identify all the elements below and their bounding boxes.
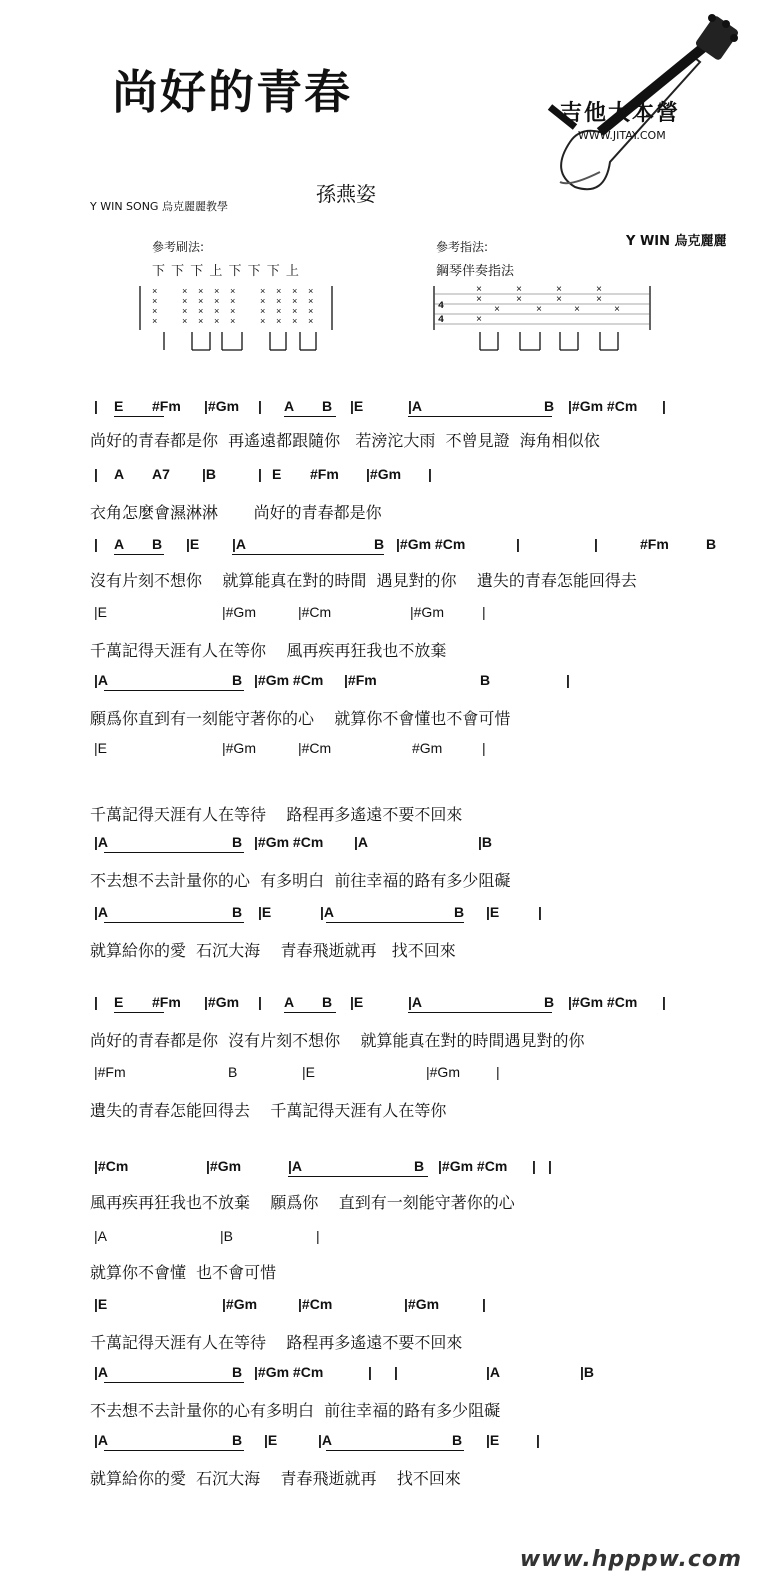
svg-text:×: × bbox=[516, 295, 523, 306]
chord-symbol: B bbox=[232, 834, 243, 850]
chord-symbol: |#Cm bbox=[94, 1158, 129, 1174]
svg-text:×: × bbox=[198, 287, 204, 297]
chord-symbol: #Fm bbox=[152, 398, 181, 414]
chord-symbol: |A bbox=[408, 398, 423, 414]
chord-symbol: | bbox=[258, 994, 262, 1010]
lyric-line: 尚好的青春都是你 沒有片刻不想你 就算能真在對的時間遇見對的你 bbox=[90, 1031, 585, 1050]
svg-text:×: × bbox=[182, 307, 188, 317]
chord-symbol: | bbox=[532, 1158, 536, 1174]
svg-text:×: × bbox=[260, 297, 266, 307]
chord-symbol: |A bbox=[318, 1432, 333, 1448]
svg-text:×: × bbox=[260, 317, 266, 327]
svg-text:×: × bbox=[276, 297, 282, 307]
chord-symbol: B bbox=[544, 398, 555, 414]
chord-symbol: |E bbox=[350, 994, 364, 1010]
svg-text:×: × bbox=[292, 317, 298, 327]
chord-symbol: B bbox=[452, 1432, 463, 1448]
lyric-line: 風再疾再狂我也不放棄 願爲你 直到有一刻能守著你的心 bbox=[90, 1193, 515, 1212]
chord-symbol: |E bbox=[486, 904, 500, 920]
chord-symbol: | bbox=[496, 1064, 500, 1080]
chord-symbol: #Fm bbox=[640, 536, 669, 552]
svg-text:×: × bbox=[494, 305, 501, 316]
chord-symbol: E bbox=[272, 466, 282, 482]
chord-symbol: |#Fm bbox=[94, 1064, 126, 1080]
chord-symbol: |#Gm #Cm bbox=[396, 536, 466, 552]
strum-sequence: 下 下 下 上 下 下 下 上 bbox=[152, 264, 300, 279]
chord-symbol: A bbox=[114, 466, 125, 482]
chord-symbol: B bbox=[544, 994, 555, 1010]
chord-symbol: |A bbox=[94, 1228, 107, 1244]
chord-underline bbox=[104, 1450, 244, 1451]
chord-symbol: | bbox=[94, 398, 98, 414]
chord-symbol: B bbox=[414, 1158, 425, 1174]
chord-symbol: | bbox=[258, 398, 262, 414]
chord-symbol: | bbox=[538, 904, 542, 920]
chord-symbol: |A bbox=[320, 904, 335, 920]
chord-symbol: |E bbox=[94, 604, 107, 620]
chord-symbol: #Fm bbox=[310, 466, 339, 482]
chord-symbol: | bbox=[258, 466, 262, 482]
svg-text:×: × bbox=[276, 317, 282, 327]
chord-symbol: | bbox=[316, 1228, 320, 1244]
svg-text:×: × bbox=[152, 287, 158, 297]
chord-symbol: B bbox=[374, 536, 385, 552]
svg-text:×: × bbox=[152, 317, 158, 327]
svg-text:×: × bbox=[230, 287, 236, 297]
svg-text:×: × bbox=[308, 287, 314, 297]
svg-text:×: × bbox=[574, 305, 581, 316]
chord-symbol: |#Gm bbox=[404, 1296, 440, 1312]
svg-text:×: × bbox=[292, 297, 298, 307]
svg-text:×: × bbox=[276, 307, 282, 317]
lyric-line: 願爲你直到有一刻能守著你的心 就算你不會懂也不會可惜 bbox=[90, 709, 511, 728]
chord-symbol: B bbox=[152, 536, 163, 552]
chord-symbol: |E bbox=[258, 904, 272, 920]
svg-text:×: × bbox=[308, 307, 314, 317]
svg-text:×: × bbox=[292, 307, 298, 317]
chord-symbol: |B bbox=[478, 834, 493, 850]
chord-symbol: | bbox=[482, 1296, 486, 1312]
chord-symbol: |A bbox=[94, 1432, 109, 1448]
chord-symbol: | bbox=[566, 672, 570, 688]
chord-symbol: | bbox=[662, 994, 666, 1010]
chord-symbol: |A bbox=[94, 904, 109, 920]
svg-text:×: × bbox=[308, 297, 314, 307]
svg-text:×: × bbox=[292, 287, 298, 297]
chord-symbol: |A bbox=[94, 672, 109, 688]
chord-symbol: |A bbox=[288, 1158, 303, 1174]
chord-symbol: B bbox=[454, 904, 465, 920]
chord-symbol: |A bbox=[354, 834, 369, 850]
svg-text:×: × bbox=[260, 287, 266, 297]
svg-text:×: × bbox=[182, 317, 188, 327]
lyric-line: 沒有片刻不想你 就算能真在對的時間 遇見對的你 遺失的青春怎能回得去 bbox=[90, 571, 637, 590]
chord-symbol: |#Gm #Cm bbox=[438, 1158, 508, 1174]
chord-symbol: |B bbox=[220, 1228, 233, 1244]
chord-symbol: |#Gm bbox=[426, 1064, 460, 1080]
chord-symbol: B bbox=[480, 672, 491, 688]
svg-text:×: × bbox=[516, 285, 523, 296]
svg-text:×: × bbox=[214, 307, 220, 317]
chord-symbol: B bbox=[322, 398, 333, 414]
lyric-line: 尚好的青春都是你 再遙遠都跟隨你 若滂沱大雨 不曾見證 海角相似依 bbox=[90, 431, 600, 450]
chord-symbol: |#Gm bbox=[410, 604, 444, 620]
chord-symbol: |A bbox=[94, 1364, 109, 1380]
chord-symbol: | bbox=[594, 536, 598, 552]
lyric-line: 就算給你的愛 石沉大海 青春飛逝就再 找不回來 bbox=[90, 941, 456, 960]
lyric-line: 千萬記得天涯有人在等待 路程再多遙遠不要不回來 bbox=[90, 1333, 463, 1352]
svg-text:×: × bbox=[556, 295, 563, 306]
svg-text:4: 4 bbox=[438, 315, 445, 326]
chord-symbol: | bbox=[536, 1432, 540, 1448]
chord-symbol: |#Cm bbox=[298, 1296, 333, 1312]
chord-symbol: B bbox=[228, 1064, 238, 1080]
chord-symbol: | bbox=[482, 604, 486, 620]
svg-text:×: × bbox=[614, 305, 621, 316]
svg-text:×: × bbox=[214, 317, 220, 327]
chord-symbol: E bbox=[114, 398, 124, 414]
chord-symbol: |A bbox=[94, 834, 109, 850]
svg-text:×: × bbox=[536, 305, 543, 316]
chord-symbol: B bbox=[322, 994, 333, 1010]
chord-symbol: |#Gm #Cm bbox=[568, 994, 638, 1010]
chord-symbol: |E bbox=[486, 1432, 500, 1448]
lyric-line: 不去想不去計量你的心 有多明白 前往幸福的路有多少阻礙 bbox=[90, 871, 511, 890]
chord-symbol: B bbox=[232, 1364, 243, 1380]
lyric-line: 就算給你的愛 石沉大海 青春飛逝就再 找不回來 bbox=[90, 1469, 461, 1488]
chord-symbol: B bbox=[232, 904, 243, 920]
chord-symbol: |#Gm #Cm bbox=[568, 398, 638, 414]
chord-symbol: | bbox=[516, 536, 520, 552]
chord-symbol: |#Gm bbox=[204, 994, 240, 1010]
strum-label: 參考刷法: bbox=[152, 240, 205, 254]
chord-symbol: A bbox=[114, 536, 125, 552]
chord-symbol: |E bbox=[94, 740, 107, 756]
chord-underline bbox=[288, 1176, 428, 1177]
svg-text:×: × bbox=[476, 285, 483, 296]
chord-symbol: | bbox=[428, 466, 432, 482]
chord-symbol: |B bbox=[580, 1364, 595, 1380]
chord-symbol: B bbox=[232, 672, 243, 688]
chord-underline bbox=[326, 922, 464, 923]
chord-underline bbox=[408, 416, 552, 417]
lyric-line: 就算你不會懂 也不會可惜 bbox=[90, 1263, 277, 1282]
svg-text:×: × bbox=[308, 317, 314, 327]
lyric-line: 不去想不去計量你的心有多明白 前往幸福的路有多少阻礙 bbox=[90, 1401, 501, 1420]
chord-symbol: |#Gm bbox=[366, 466, 402, 482]
svg-text:×: × bbox=[182, 287, 188, 297]
svg-text:×: × bbox=[198, 317, 204, 327]
logo-url: WWW.JITAY.COM bbox=[578, 129, 666, 142]
chord-underline bbox=[114, 1012, 164, 1013]
chord-symbol: |#Cm bbox=[298, 740, 332, 756]
chord-underline bbox=[104, 1382, 244, 1383]
svg-text:×: × bbox=[476, 315, 483, 326]
chord-symbol: |#Fm bbox=[344, 672, 377, 688]
chord-symbol: |E bbox=[350, 398, 364, 414]
credit-right: Y WIN 烏克麗麗 bbox=[626, 234, 727, 249]
chord-symbol: B bbox=[706, 536, 717, 552]
chord-symbol: |#Gm bbox=[204, 398, 240, 414]
chord-symbol: |B bbox=[202, 466, 217, 482]
svg-text:×: × bbox=[198, 307, 204, 317]
chord-symbol: |#Gm bbox=[222, 604, 256, 620]
chord-symbol: | bbox=[94, 466, 98, 482]
chord-symbol: |#Gm #Cm bbox=[254, 1364, 324, 1380]
chord-symbol: |#Cm bbox=[298, 604, 332, 620]
chord-symbol: E bbox=[114, 994, 124, 1010]
song-title: 尚好的青春 bbox=[112, 65, 352, 119]
svg-text:4: 4 bbox=[438, 301, 445, 312]
chord-underline bbox=[114, 554, 164, 555]
chord-symbol: | bbox=[94, 994, 98, 1010]
chord-symbol: |A bbox=[232, 536, 247, 552]
svg-text:×: × bbox=[152, 307, 158, 317]
chord-symbol: | bbox=[548, 1158, 552, 1174]
chord-symbol: | bbox=[482, 740, 486, 756]
svg-text:×: × bbox=[214, 287, 220, 297]
svg-text:×: × bbox=[214, 297, 220, 307]
chord-underline bbox=[408, 1012, 552, 1013]
chord-symbol: #Gm bbox=[412, 740, 443, 756]
lyric-line: 衣角怎麼會濕淋淋 尚好的青春都是你 bbox=[90, 503, 382, 522]
chord-symbol: |#Gm bbox=[222, 1296, 258, 1312]
chord-underline bbox=[326, 1450, 464, 1451]
chord-symbol: |E bbox=[302, 1064, 315, 1080]
svg-text:×: × bbox=[596, 295, 603, 306]
chord-symbol: |E bbox=[264, 1432, 278, 1448]
chord-symbol: |#Gm bbox=[206, 1158, 242, 1174]
chord-underline bbox=[284, 1012, 336, 1013]
site-watermark: www.hpppw.com bbox=[519, 1547, 742, 1572]
strum-diagram bbox=[136, 282, 336, 354]
chord-symbol: B bbox=[232, 1432, 243, 1448]
artist-name: 孫燕姿 bbox=[316, 182, 376, 206]
svg-text:×: × bbox=[230, 297, 236, 307]
chord-symbol: |#Gm bbox=[222, 740, 256, 756]
chord-symbol: | bbox=[94, 536, 98, 552]
chord-underline bbox=[284, 416, 336, 417]
chord-symbol: A7 bbox=[152, 466, 170, 482]
svg-text:×: × bbox=[276, 287, 282, 297]
chord-symbol: |E bbox=[186, 536, 200, 552]
chord-underline bbox=[104, 922, 244, 923]
lyric-line: 千萬記得天涯有人在等待 路程再多遙遠不要不回來 bbox=[90, 805, 463, 824]
chord-underline bbox=[114, 416, 164, 417]
svg-text:×: × bbox=[198, 297, 204, 307]
chord-symbol: |E bbox=[94, 1296, 108, 1312]
chord-symbol: A bbox=[284, 398, 295, 414]
chord-symbol: A bbox=[284, 994, 295, 1010]
chord-symbol: |A bbox=[486, 1364, 501, 1380]
svg-text:×: × bbox=[152, 297, 158, 307]
svg-text:×: × bbox=[476, 295, 483, 306]
chord-symbol: |A bbox=[408, 994, 423, 1010]
chord-underline bbox=[104, 852, 244, 853]
lyric-line: 千萬記得天涯有人在等你 風再疾再狂我也不放棄 bbox=[90, 641, 447, 660]
svg-text:×: × bbox=[556, 285, 563, 296]
svg-text:×: × bbox=[230, 317, 236, 327]
chord-underline bbox=[104, 690, 244, 691]
chord-underline bbox=[232, 554, 384, 555]
svg-text:×: × bbox=[596, 285, 603, 296]
svg-text:×: × bbox=[182, 297, 188, 307]
chord-symbol: #Fm bbox=[152, 994, 181, 1010]
lyric-line: 遺失的青春怎能回得去 千萬記得天涯有人在等你 bbox=[90, 1101, 447, 1120]
svg-text:×: × bbox=[260, 307, 266, 317]
chord-symbol: |#Gm #Cm bbox=[254, 834, 324, 850]
chord-symbol: | bbox=[394, 1364, 398, 1380]
logo-text: 吉他大本營 bbox=[560, 100, 681, 126]
pick-subtitle: 鋼琴伴奏指法 bbox=[436, 264, 515, 279]
chord-symbol: | bbox=[662, 398, 666, 414]
svg-text:×: × bbox=[230, 307, 236, 317]
credit-left: Y WIN SONG 烏克麗麗教學 bbox=[90, 200, 228, 213]
pick-label: 參考指法: bbox=[436, 240, 489, 254]
chord-symbol: |#Gm #Cm bbox=[254, 672, 324, 688]
pick-diagram bbox=[430, 282, 654, 354]
chord-symbol: | bbox=[368, 1364, 372, 1380]
